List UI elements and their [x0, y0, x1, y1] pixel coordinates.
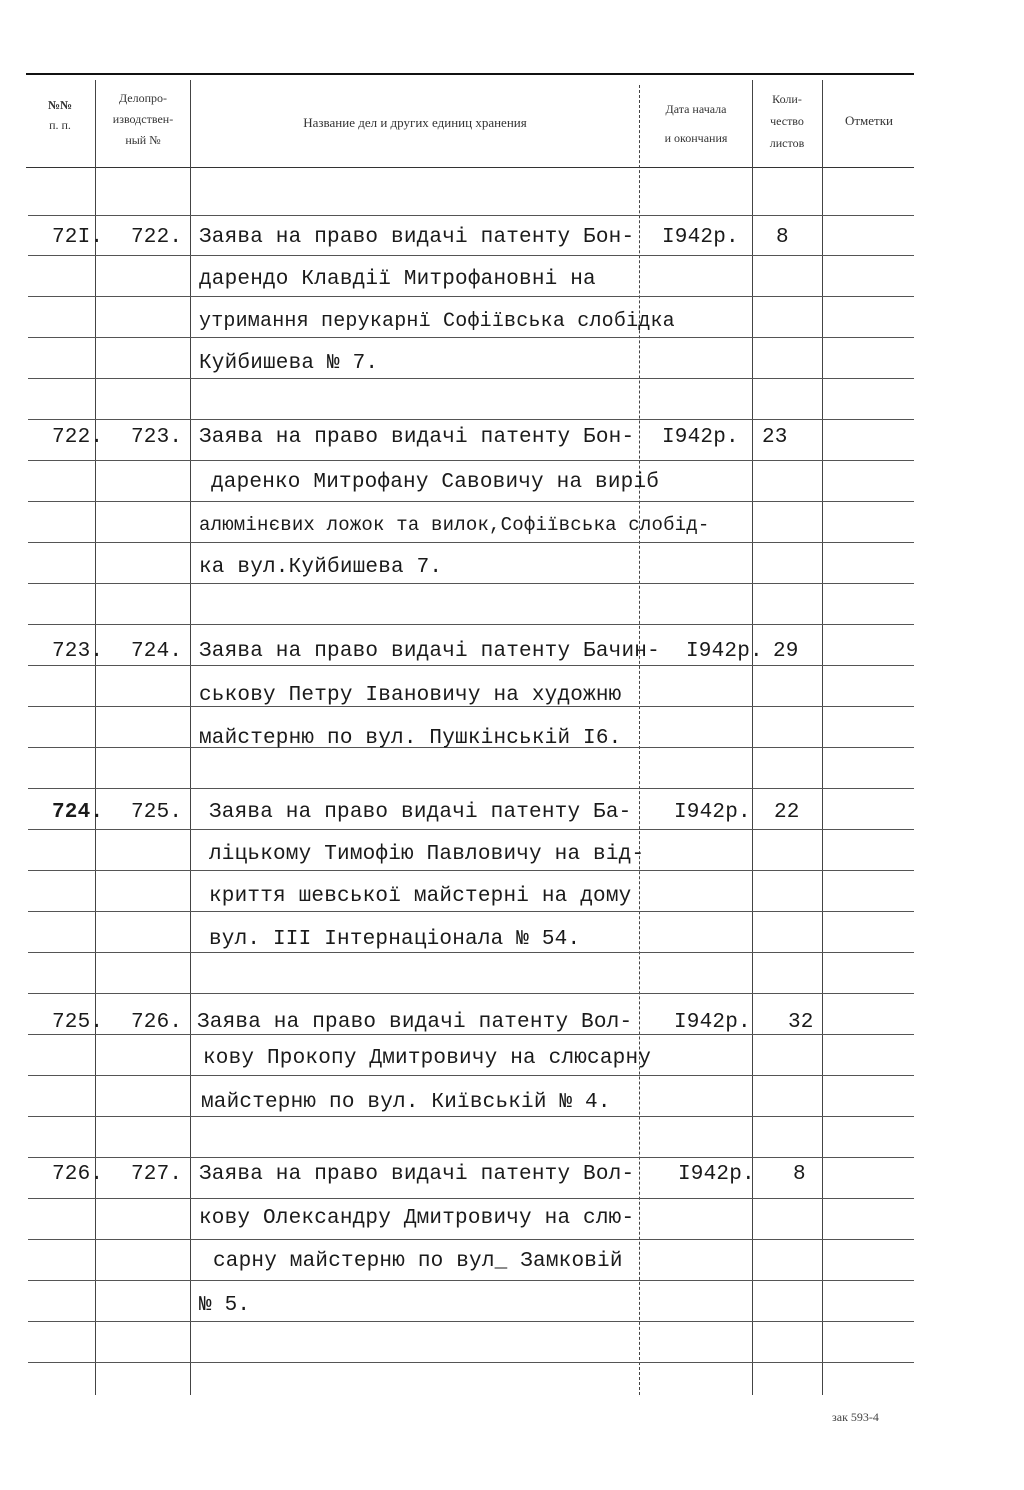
entry-sheet-count: 8 [793, 1163, 806, 1186]
header-sheets-column: Коли- чество листов [769, 92, 805, 150]
entry-office-number: 725. [131, 801, 183, 824]
entry-number: 724. [52, 801, 104, 824]
ruled-line [28, 665, 914, 666]
ruled-line [28, 993, 914, 994]
ruled-line [28, 542, 914, 543]
entry-title-line: даренко Митрофану Савовичу на виріб [211, 471, 660, 494]
ruled-line [28, 501, 914, 502]
entry-title-line: ськову Петру Івановичу на художню [199, 684, 622, 707]
entry-date: I942р. [674, 1011, 751, 1034]
entry-title-line: кову Прокопу Дмитровичу на слюсарну [203, 1047, 652, 1070]
entry-title-line: алюмінєвих ложок та вилок,Софіївська слобід- [199, 514, 710, 536]
entry-sheet-count: 8 [776, 226, 789, 249]
ruled-line [28, 1034, 914, 1035]
entry-title-line: майстерню по вул. Пушкінській I6. [199, 727, 622, 750]
header-title-column: Название дел и других единиц хранения [303, 115, 527, 130]
header-office-number-column: Делопро- изводствен- ный № [112, 91, 174, 147]
ruled-line [28, 1321, 914, 1322]
header-top-rule [26, 73, 914, 75]
entry-date: I942р. [662, 226, 739, 249]
ruled-line [28, 829, 914, 830]
entry-title-line: вул. III Інтернаціонала № 54. [209, 928, 581, 951]
ruled-line [28, 624, 914, 625]
ruled-line [28, 788, 914, 789]
entry-title-line: Заява на право видачі патенту Ба- [209, 801, 632, 824]
ruled-line [28, 583, 914, 584]
ruled-line [28, 255, 914, 256]
entry-title-line: криття шевської майстерні на дому [209, 885, 632, 908]
entry-number: 725. [52, 1011, 104, 1034]
entry-title-line: Заява на право видачі патенту Бон- [199, 426, 635, 449]
entry-title-line: № 5. [199, 1294, 251, 1317]
ruled-line [28, 337, 914, 338]
ruled-line [28, 870, 914, 871]
entry-title-line: Заява на право видачі патенту Вол- [199, 1163, 635, 1186]
entry-date: I942р. [674, 801, 751, 824]
ruled-line [28, 1239, 914, 1240]
entry-title-line: дарендо Клавдії Митрофановні на [199, 268, 596, 291]
entry-title-line: ліцькому Тимофію Павловичу на від- [209, 843, 645, 866]
ruled-line [28, 1157, 914, 1158]
entry-title-line: майстерню по вул. Київській № 4. [201, 1091, 611, 1114]
print-order-mark: зак 593-4 [832, 1410, 879, 1424]
ruled-line [28, 460, 914, 461]
entry-office-number: 726. [131, 1011, 183, 1034]
entry-office-number: 722. [131, 226, 183, 249]
ruled-line [28, 378, 914, 379]
ruled-line [28, 419, 914, 420]
header-dates-column: Дата начала и окончания [664, 102, 728, 145]
ruled-line [28, 1362, 914, 1363]
entry-number: 726. [52, 1163, 104, 1186]
header-notes-column: Отметки [844, 113, 894, 128]
ruled-line [28, 1116, 914, 1117]
entry-title-line: ка вул.Куйбишева 7. [199, 556, 443, 579]
entry-office-number: 724. [131, 640, 183, 663]
entry-title-line: Заява на право видачі патенту Бон- [199, 226, 635, 249]
entry-date: I942р. [686, 640, 763, 663]
entry-title-line: сарну майстерню по вул_ Замковій [213, 1250, 623, 1273]
ruled-line [28, 1198, 914, 1199]
ruled-line [28, 215, 914, 216]
entry-office-number: 723. [131, 426, 183, 449]
ruled-line [28, 952, 914, 953]
entry-title-line: Куйбишева № 7. [199, 352, 379, 375]
entry-title-line: Заява на право видачі патенту Бачин- [199, 640, 660, 663]
entry-number: 722. [52, 426, 104, 449]
entry-number: 723. [52, 640, 104, 663]
entry-date: I942р. [662, 426, 739, 449]
entry-sheet-count: 29 [773, 640, 799, 663]
entry-title-line: утримання перукарнї Софіївська слобідка [199, 310, 675, 333]
entry-title-line: кову Олександру Дмитровичу на слю- [199, 1207, 635, 1230]
entry-title-line: Заява на право видачі патенту Вол- [197, 1011, 633, 1034]
ruled-line [28, 296, 914, 297]
header-number-column: №№ п. п. [47, 98, 73, 132]
entry-office-number: 727. [131, 1163, 183, 1186]
entry-sheet-count: 23 [762, 426, 788, 449]
ruled-line [28, 1075, 914, 1076]
header-bottom-rule [26, 167, 914, 168]
entry-sheet-count: 32 [788, 1011, 814, 1034]
ruled-line [28, 1280, 914, 1281]
entry-date: I942р. [678, 1163, 755, 1186]
entry-sheet-count: 22 [774, 801, 800, 824]
entry-number: 72I. [52, 226, 104, 249]
ruled-line [28, 911, 914, 912]
